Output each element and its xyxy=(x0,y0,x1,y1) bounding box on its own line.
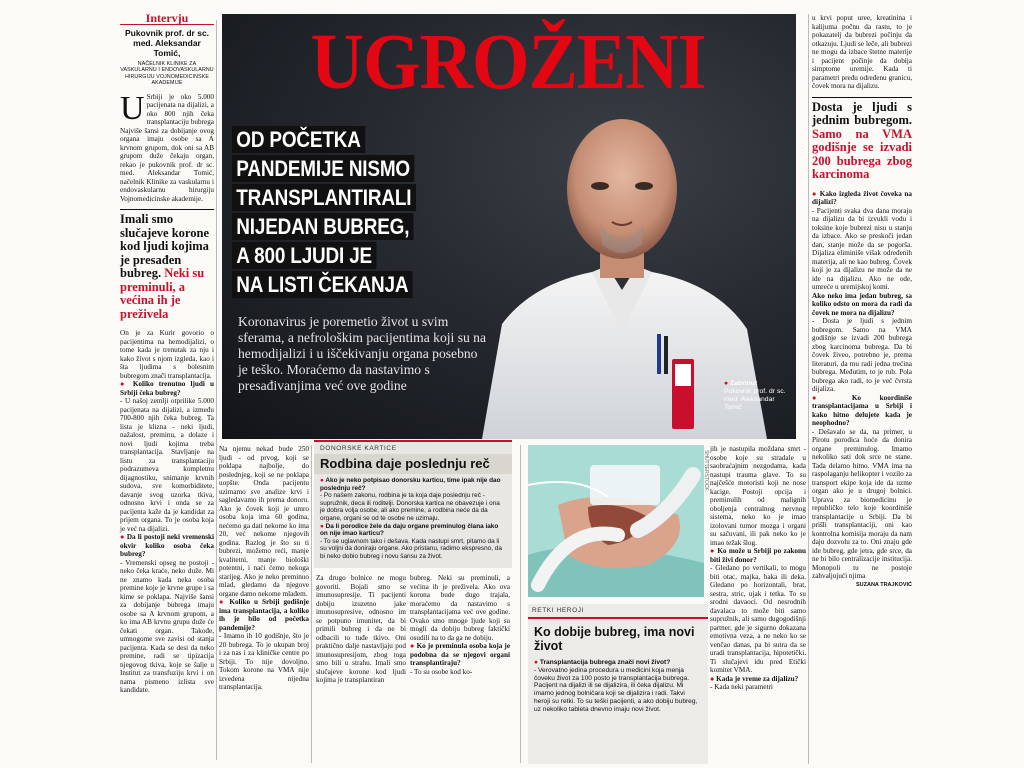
body-paragraph: Na njemu nekad bude 250 ljudi - od prvog, koji se poklapa najbolje, do poslednjeg, koji se ne poklapa uopšte. Onda pacijentu uzimamo sve analize krvi i sagledavamo ih prema donoru. Ako je čovek koji je umro osoba koja ima 60 godina, nećemo ga dati nekome ko ima 20, već nekome njegovih godina. Razlog je što su ti bubrezi, možemo reći, manje kvalitetni, manje biološki potentni, i naći ćemo nekoga starijeg. Ako je neko preminuo mlad, gledamo da njegove organe damo nekome mlađem. xyxy=(219,445,309,598)
body-paragraph: - Dosta je ljudi s jednim bubregom. Samo na VMA godišnje se izvadi 200 bubrega zbog karcinoma bubrega. Da bi čovek živeo, potrebno je, prema literaturi, da mu radi jedna trećina bubrega. Međutim, to je rub. Pola bubrega ako radi, to je već čvrsta dijaliza. xyxy=(812,317,912,393)
headline-box xyxy=(232,126,446,300)
headline-line: NIJEDAN BUBREG, xyxy=(232,213,414,240)
donor-box-body xyxy=(314,474,512,564)
interview-question: ● Kako izgleda život čoveka na dijalizi? xyxy=(812,190,912,207)
box-question: ● Da li porodice žele da daju organe preminulog člana iako on nije imao karticu? xyxy=(320,523,506,538)
interview-question: ● Koliko trenutno ljudi u Srbiji čeka bubreg? xyxy=(120,380,214,397)
column-divider xyxy=(216,20,217,760)
body-paragraph: u krvi poput uree, kreatinina i kalijuma počnu da rastu, to je pokazatelj da bubrezi počinju da otkazuju. Ljudi se leče, ali bubrezi ne mogu da izbace štetne materije i pacijent počinje da dobija simptome uremije. Kada ti parametri pređu određenu granicu, čovek mora na dijalizu. xyxy=(812,14,912,90)
caption-text: Pukovnik prof. dr sc. med. Aleksandar Tomić xyxy=(724,388,786,411)
column-5 xyxy=(710,445,806,692)
photo-credit: SHUTTERSTOCK xyxy=(703,450,709,491)
headline-line: NA LISTI ČEKANJA xyxy=(232,271,413,298)
left-column xyxy=(120,11,215,695)
box-question: ● Transplantacija bubrega znači novi život? xyxy=(534,659,702,667)
dialysis-illustration xyxy=(528,445,704,597)
interview-question: ● Ko koordiniše transplantacijama u Srbiji i kako hitno delujete kada je neophodno? xyxy=(812,394,912,428)
donor-box-title: Rodbina daje poslednju reč xyxy=(314,454,512,474)
drop-cap: U xyxy=(120,89,145,127)
right-column xyxy=(812,14,912,589)
column-divider xyxy=(808,14,809,764)
side-pull-quote xyxy=(812,97,912,182)
section-label: Intervju xyxy=(120,14,214,25)
intro-text: Srbiji je oko 5.000 pacijenata na dijalizi, a oko 800 njih čeka transplantaciju bubrega Najviše šansi za dobijanje ovog organa imaju osobe sa A krvnom grupom, dok oni sa AB grupom duže čekaju organ, rekao je pukovnik prof. dr sc. med. Aleksandar Tomić, načelnik Klinike za vaskularnu i endovaskularnu hirurgiju Vojnomedicinske akademije. xyxy=(120,92,214,203)
interview-question: ● Kada je vreme za dijalizu? xyxy=(710,675,806,684)
pull-quote-black: Imali smo slučajeve korone kod ljudi kojima je presađen bubreg. xyxy=(120,212,209,280)
interview-question: ● Ko je preminula osoba koja je podobna da se njegovi organi transplantiraju? xyxy=(410,642,510,668)
body-paragraph: - To su osobe kod ko- xyxy=(410,667,473,676)
interview-question: ● Da li postoji neki vremenski okvir koliko osoba čeka bubreg? xyxy=(120,533,214,559)
body-paragraph: - Dešavalo se da, na primer, u Pirotu porodica hoće da donira organe preminulog. Imamo nekoliko sati dok srce ne stane. Tada delamo hitno. VMA ima na raspolaganju helikopter i vozilo za transport ekipe koja ide da uzme organ ako je u drugoj bolnici. Uprava za biomedicinu je republičko telo koje koordiniše transplantacije u Srbiji. Da bi prišli transplantaciji, oni kao kontrolna komisija moraju da nam daju dozvolu za to. Oni znaju gde ide bubreg, gde jetra, gde srce, da ne bi bilo centralizacije institucija. Monopoli tu ne postoje zahvaljujući njima xyxy=(812,427,912,580)
column-3 xyxy=(316,574,406,685)
body-paragraph: - Vremenski opseg ne postoji - neko čeka kraće, neko duže. Mi ne znamo kada neka osoba preminе koje je krvne grupe i sa kime se poklapa. Najviše šansi za dobijanje bubrega imaju osobe sa A krvnom grupom, a ko ima AB krvnu grupu duže će čekati organ. Takođe, umnogome sve zavisi od stanja pacijenta. Kada se desi da neko premine, radi se tipizacija njegovog tkiva, koje se šalje u Institut za transfuziju krvi i on nama pismeno izlista sve kandidate. xyxy=(120,558,214,694)
body-paragraph: - Imamo ih 10 godišnje, što je 20 bubrega. To je ukupan broj i za nas i za kliničke centre po Srbiji. To nije dovoljno. Tokom korone na VMA nije izvedena nijedna transplantacija. xyxy=(219,632,309,691)
body-paragraph: Za drugo bolnice ne mogu govoriti. Bojali smo se imunosupresije. Ti pacijenti dobiju izuzetno jake imunosupresive, odnosno im se potpuno imunitet, da bi primili bubreg i da ne bi odbacili to tuđe tkivo. Oni praktično dalje nastavljaju pod imunosupresijom, zbog toga smo bili u strahu. Imali smo slučajeve korone kod ljudi kojima je transplantiran xyxy=(316,574,406,684)
body-paragraph: - Gledano po vertikali, to mogu biti otac, majka, baka ili deka. Gledano po horizontali, brat, sestra, stric, ujak i tetka. To su srodni davaoci. Od nesrodnih davalaca to može biti samo supružnik, ali samo dugogodišnji partner, gde je sigurno dokazana emotivna veza, a ne neko ko se venčao danas, pa bi sutra da se uradi transplantacija, hipotetički. Ti slučajevi idu pred Etički komitet VMA. xyxy=(710,564,806,674)
retki-box-body xyxy=(528,656,708,717)
retki-box-title: Ko dobije bubreg, ima novi život xyxy=(534,625,695,653)
interview-question: ● Ko može u Srbiji po zakonu biti živi donor? xyxy=(710,547,806,564)
body-paragraph: - Pacijenti svaka dva dana moraju na dijalizu da bi izvukli vodu i toksine koje bubrezi nisu u stanju da izbace. Ako se preskoči jedan dan, stanje može da se pogorša. Dijaliza eliminiše višak određenih materija, ali ne kao bubreg. Čovek koji je za dijalizu ne može da ne ide na dijalizu. Ako ne ode, umreće u uremijskoj komi. xyxy=(812,206,912,291)
side-quote-black: Dosta je ljudi s jednim bubregom. xyxy=(812,99,912,127)
hero-title: UGROŽENI xyxy=(310,17,706,107)
pull-quote-red: Neki su preminuli, a većina ih je preživela xyxy=(120,266,205,321)
photo-caption xyxy=(724,380,794,412)
headline-line: PANDEMIJE NISMO xyxy=(232,155,414,182)
headline-line: OD POČETKA xyxy=(232,126,365,153)
body-paragraph: - U našoj zemlji otprilike 5.000 pacijenata na dijalizi, a između 700-800 njih čeka bubreg. Ta lista je klizna - neki ljudi, nažalost, preminu, a dolaze i novi ljudi kojima treba transplantacija. Stavljanje na listu za transplantaciju podrazumeva kompletnu dijagnostiku, snimanje krvnih sudova, sve komorbiditete, davanje svog uzorka tkiva, odnosno krvi i onda se za pacijenta kaže da je kandidat za prijem organa. To je osoba koja je već na dijalizi. xyxy=(120,397,214,533)
donor-box xyxy=(314,440,512,568)
affiliation: NAČELNIK KLINIKE ZA VASKULARNU I ENDOVASKULARNU HIRURGIJU VOJNOMEDICINSKE AKADEMIJE xyxy=(120,60,214,86)
retki-heroji-box xyxy=(528,604,708,764)
box-answer: - Po našem zakonu, rodbina je ta koja daje poslednju reč - supružnik, deca ili roditelji. Donorska kartica ne obavezuje i ona je dobra volja osobe, ali ako premine, a rodbina neće da da organe, organi se od te osobe ne uzimaju. xyxy=(320,492,500,522)
body-paragraph: - Kada neki parametri xyxy=(710,683,773,691)
author-signature: SUZANA TRAJKOVIĆ xyxy=(855,581,912,588)
body-paragraph: bubreg. Neki su preminuli, a većina ih je preživela. Ako ova korona bude dugo trajala, moraćemo da nastavimo s transplantacijama već ove godine. Ovako smo mnoge ljude koji su mogli da dobiju bubreg faktički osudili na to da ga ne dobiju. xyxy=(410,574,510,642)
left-body xyxy=(120,329,214,695)
lede: Koronavirus je poremetio život u svim sferama, a nefrološkim pacijentima koji su na hemodijalizi i u iščekivanju organa posebno je teško. Moraćemo da nastavimo s presađivanjima već ove godine xyxy=(238,314,487,393)
caption-label: ● Zabrinut xyxy=(724,380,757,387)
interview-question: Ako neko ima jedan bubreg, sa koliko odsto on mora da radi da čovek ne mora na dijalizu? xyxy=(812,291,912,317)
retki-box-tag: RETKI HEROJI xyxy=(528,604,708,619)
body-paragraph: jih je nastupila moždana smrt - osobe koje su stradale u saobraćajnim nezgodama, kada nastupi trauma glave. To su najčešće motoristi koji ne nose kacige. Postoji opcija i preminulih od malignih oboljenja centralnog nervnog sistema, neko ko je imao izolovani tumor mozga i organi su sačuvani, ili pak neko ko je imao težak šlog. xyxy=(710,445,806,547)
column-2 xyxy=(219,445,309,692)
column-divider xyxy=(311,445,312,763)
right-body xyxy=(812,190,912,581)
donor-box-tag: DONORSKE KARTICE xyxy=(320,445,397,452)
box-answer: - Verovatno jedina procedura u medicini koja menja čoveku život za 100 posto je transplantacija bubrega. Pacijent na dijalizi ili se dijalizira, ili čeka dijalizu. Mi imamo jednog bolničara koji se dijalizira i radi. Takvi heroji su retki. To su teški pacijenti, a ako dobiju bubreg, uz nekoliko tableta dnevno imaju novi život. xyxy=(534,666,698,713)
pull-quote xyxy=(120,209,214,321)
column-4 xyxy=(410,574,510,676)
byline: Pukovnik prof. dr sc. med. Aleksandar Tomić, xyxy=(124,27,210,58)
side-quote-red: Samo na VMA godišnje se izvadi 200 bubrega zbog karcinoma xyxy=(812,126,912,181)
headline-line: A 800 LJUDI JE xyxy=(232,242,376,269)
body-paragraph: On je za Kurir govorio o pacijentima na hemodijalizi, o tome kada je trenutak za nju i kako život s njom izgleda, kao i šta ljudima s bolesnim bubregom znači transplantacija. xyxy=(120,329,214,380)
interview-question: ● Koliko u Srbiji godišnje ima transplantacija, a koliko ih je bilo od početka pandemije? xyxy=(219,598,309,632)
hero-image xyxy=(222,14,796,439)
box-question: ● Ako je neko potpisao donorsku karticu, time ipak nije dao poslednju reč? xyxy=(320,477,506,492)
intro-paragraph xyxy=(120,89,214,204)
column-divider xyxy=(520,445,521,763)
headline-line: TRANSPLANTIRALI xyxy=(232,184,416,211)
dialysis-photo xyxy=(528,445,704,597)
box-answer: - To se uglavnom tako i dešava. Kada nastupi smrt, pitamo da li su voljni da doniraju organe. Ako pristanu, radimo ekspresno, da bi neko dobio bubreg i novu šansu za život. xyxy=(320,537,502,560)
